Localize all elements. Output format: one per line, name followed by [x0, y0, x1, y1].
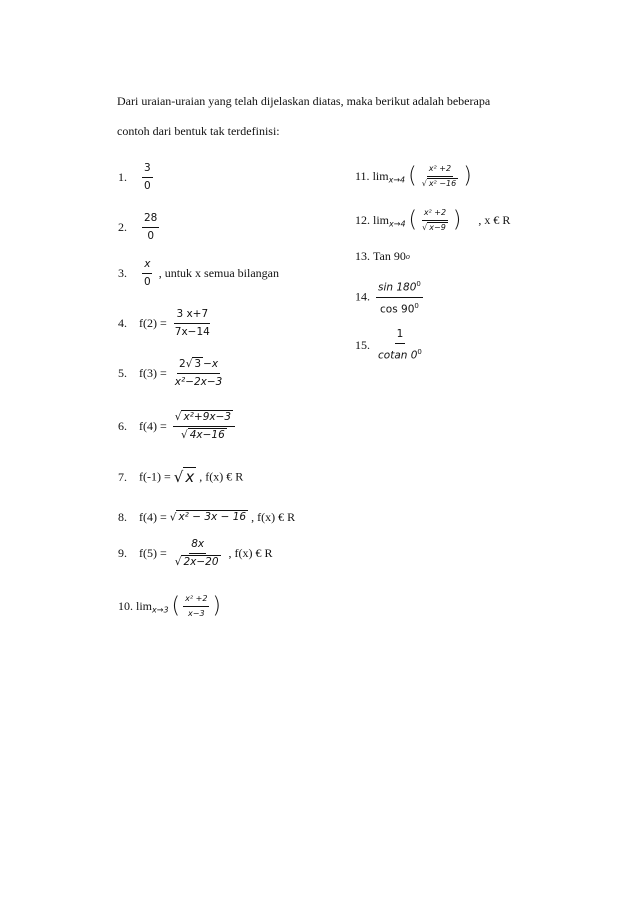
example-15: 15. $\frac{1}{cotan 0^0}$: [355, 328, 422, 362]
example-2: 2. $\frac{28}{0}$: [118, 212, 158, 242]
example-6: 6. f(4) = $\frac{\text{√ x²+9x−3}}{√ 4x-16}$: [118, 411, 238, 442]
example-5: 5. f(3) = $\frac{2√ 3 -x}{\text{x²−2x−3}}$: [118, 358, 223, 388]
example-4: 4. f(2) = $\frac{3 x+7}{7x-14}$: [118, 308, 210, 338]
fraction: $\frac{\sin 180^0}{\cos 90^0}$: [378, 280, 421, 315]
fraction: $\frac{3 x+7}{7x-14}$: [174, 308, 210, 338]
fraction: $\frac{1}{cotan 0^0}$: [378, 328, 422, 362]
example-1: 1. $\frac{3}{0}$: [118, 162, 151, 192]
fraction: $\frac{\text{x² +2}}{x-3}$: [185, 594, 208, 618]
fraction: $\frac{3}{0}$: [144, 162, 151, 192]
example-8: 8. f(4) = √ x² − 3x − 16 , f(x) € R: [118, 509, 296, 524]
example-11: 11. $\lim_{x\to 4}$ ( $\frac{\text{x² +2}}{\text{√ x² −16}}$ ): [355, 163, 472, 189]
fraction: $\frac{2√ 3 -x}{\text{x²−2x−3}}$: [174, 358, 223, 388]
example-10: 10. $\lim_{x\to 3}$ ( $\frac{\text{x² +2}}{x-3}$ ): [118, 593, 222, 619]
example-7: 7. f(-1) = √ x , f(x) € R: [118, 468, 244, 486]
fraction: $\frac{\text{x² +2}}{√ x-9}$: [422, 208, 447, 232]
example-9: 9. f(5) = $\frac{8x}{√ 2x-20}$ , f(x) € R: [118, 538, 273, 568]
fraction: $\frac{\text{x² +2}}{\text{√ x² −16}}$: [421, 164, 457, 188]
example-3: 3. $\frac{x}{0}$ , untuk x semua bilangan: [118, 258, 279, 288]
example-13: 13. Tan 90o: [355, 248, 410, 263]
fraction: $\frac{8x}{√ 2x-20}$: [174, 538, 219, 568]
intro-line-2: contoh dari bentuk tak terdefinisi:: [117, 124, 280, 138]
example-14: 14. $\frac{\sin 180^0}{\cos 90^0}$: [355, 280, 421, 315]
example-12: 12. $\lim_{x\to 4}$ ( $\frac{\text{x² +2}}{√ x-9}$ ) , x € R: [355, 207, 511, 233]
fraction: $\frac{28}{0}$: [144, 212, 158, 242]
fraction: $\frac{\text{√ x²+9x−3}}{√ 4x-16}$: [173, 411, 235, 442]
intro-line-1: Dari uraian-uraian yang telah dijelaskan diatas, maka berikut adalah beberapa: [117, 94, 491, 108]
fraction: $\frac{x}{0}$: [144, 258, 151, 288]
